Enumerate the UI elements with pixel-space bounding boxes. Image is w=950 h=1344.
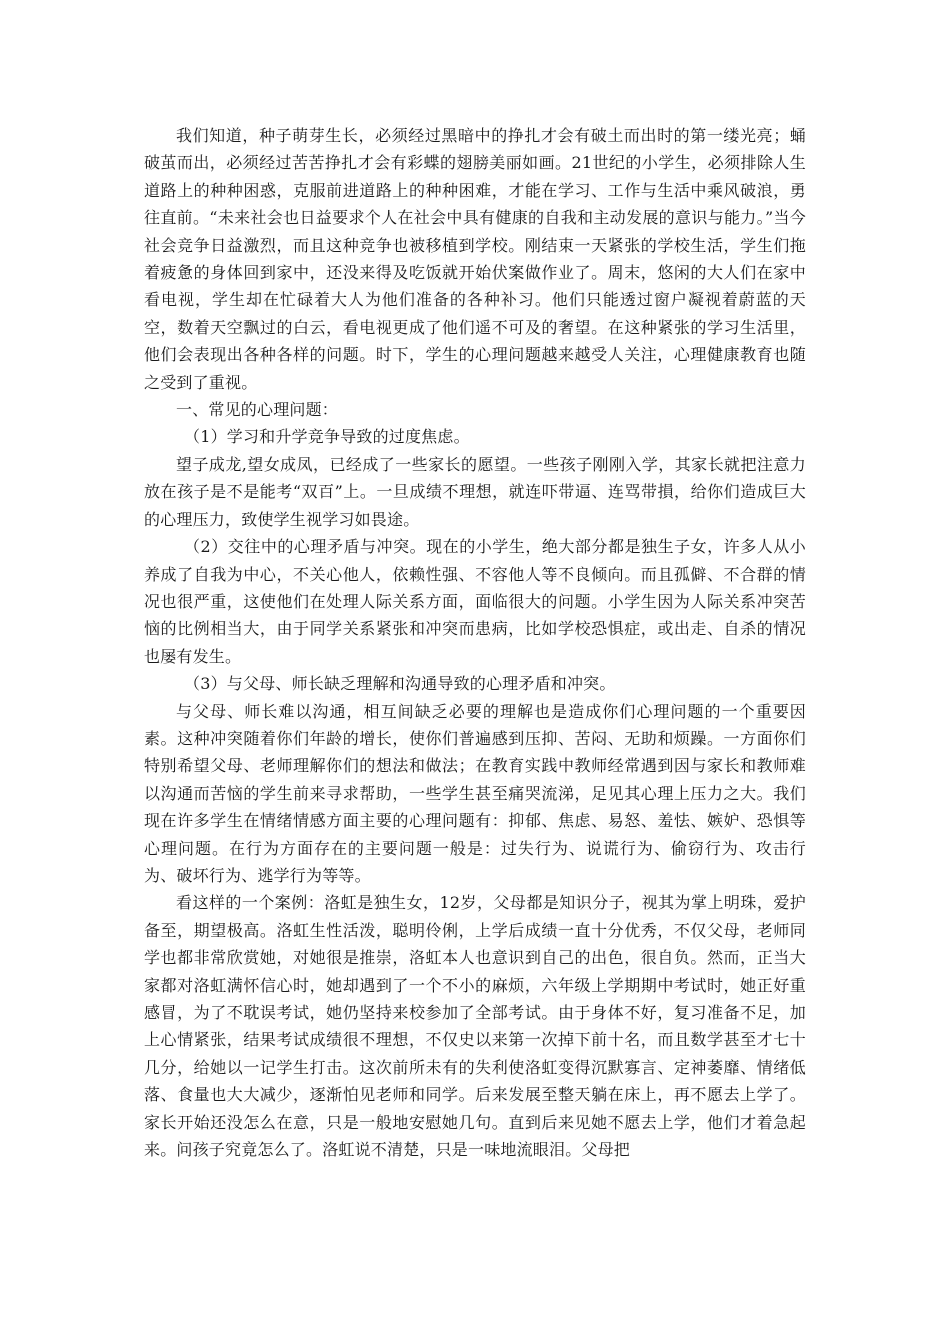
intro-paragraph: 我们知道，种子萌芽生长，必须经过黑暗中的挣扎才会有破土而出时的第一缕光亮；蛹破茧而出，必须经过苦苦挣扎才会有彩蝶的翅膀美丽如画。21世纪的小学生，必须排除人生道路上的种种困惑，克服前进道路上的种种困难，才能在学习、工作与生活中乘风破浪，勇往直前。“未来社会也日益要求个人在社会中具有健康的自我和主动发展的意识与能力。”当今社会竞争日益激烈，而且这种竞争也被移植到学校。刚结束一天紧张的学校生活，学生们拖着疲惫的身体回到家中，还没来得及吃饭就开始伏案做作业了。周末，悠闲的大人们在家中看电视，学生却在忙碌着大人为他们准备的各种补习。他们只能透过窗户凝视着蔚蓝的天空，数着天空飘过的白云，看电视更成了他们遥不可及的奢望。在这种紧张的学习生活里，他们会表现出各种各样的问题。时下，学生的心理问题越来越受人关注，心理健康教育也随之受到了重视。 bbox=[144, 126, 806, 392]
problem-1-title: （1）学习和升学竞争导致的过度焦虑。 bbox=[184, 427, 470, 447]
section-heading-common-problems: 一、常见的心理问题： bbox=[176, 400, 339, 420]
problem-3-paragraph: 与父母、师长难以沟通，相互间缺乏必要的理解也是造成你们心理问题的一个重要因素。这种冲突随着你们年龄的增长，使你们普遍感到压抑、苦闷、无助和烦躁。一方面你们特别希望父母、老师理解你们的想法和做法；在教育实践中教师经常遇到因与家长和教师难以沟通而苦恼的学生前来寻求帮助，一些学生甚至痛哭流涕，足见其心理上压力之大。我们现在许多学生在情绪情感方面主要的心理问题有：抑郁、焦虑、易怒、羞怯、嫉妒、恐惧等心理问题。在行为方面存在的主要问题一般是：过失行为、说谎行为、偷窃行为、攻击行为、破坏行为、逃学行为等等。 bbox=[144, 701, 806, 885]
problem-1-paragraph: 望子成龙,望女成凤，已经成了一些家长的愿望。一些孩子刚刚入学，其家长就把注意力放在孩子是不是能考“双百”上。一旦成绩不理想，就连吓带逼、连骂带損，给你们造成巨大的心理压力，致使学生视学习如畏途。 bbox=[144, 454, 806, 529]
document-page bbox=[144, 122, 806, 1163]
problem-3-title: （3）与父母、师长缺乏理解和沟通导致的心理矛盾和冲突。 bbox=[184, 674, 616, 694]
problem-2-paragraph: （2）交往中的心理矛盾与冲突。现在的小学生，绝大部分都是独生子女，许多人从小养成了自我为中心，不关心他人，依赖性强、不容他人等不良倾向。而且孤僻、不合群的情况也很严重，这使他们在处理人际关系方面，面临很大的问题。小学生因为人际关系冲突苦恼的比例相当大，由于同学关系紧张和冲突而患病，比如学校恐惧症，或出走、自杀的情况也屡有发生。 bbox=[144, 537, 806, 666]
case-study-paragraph: 看这样的一个案例：洛虹是独生女，12岁，父母都是知识分子，视其为掌上明珠，爱护备至，期望极高。洛虹生性活泼，聪明伶俐，上学后成绩一直十分优秀，不仅父母，老师同学也都非常欣赏她，对她很是推崇，洛虹本人也意识到自己的出色，很自负。然而，正当大家都对洛虹满怀信心时，她却遇到了一个不小的麻烦，六年级上学期期中考试时，她正好重感冒，为了不耽误考试，她仍坚持来校参加了全部考试。由于身体不好，复习准备不足，加上心情紧张，结果考试成绩很不理想，不仅史以来第一次掉下前十名，而且数学甚至才七十几分，给她以一记学生打击。这次前所未有的失利使洛虹变得沉默寡言、定神萎靡、情绪低落、食量也大大减少，逐渐怕见老师和同学。后来发展至整天躺在床上，再不愿去上学了。家长开始还没怎么在意，只是一般地安慰她几句。直到后来见她不愿去上学，他们才着急起来。问孩子究竟怎么了。洛虹说不清楚，只是一味地流眼泪。父母把 bbox=[144, 893, 806, 1160]
